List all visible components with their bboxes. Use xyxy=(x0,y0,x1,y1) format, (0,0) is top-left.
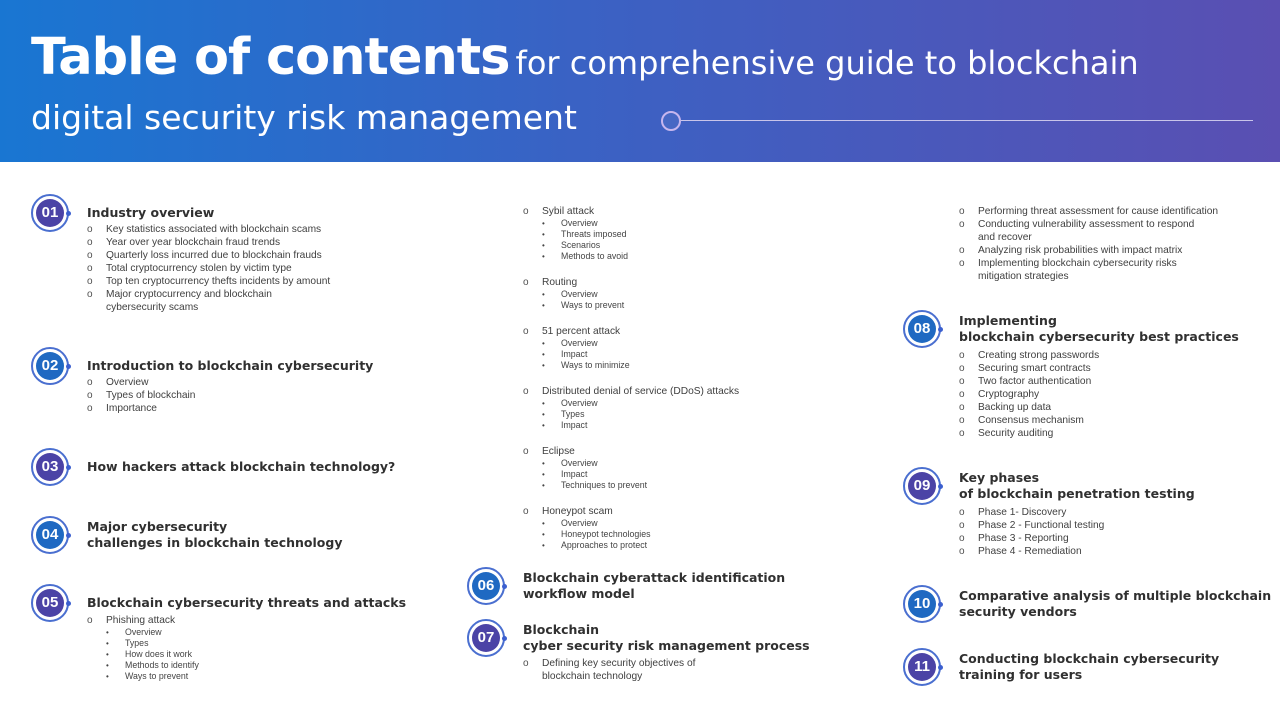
list-item-line: Major cryptocurrency and blockchain xyxy=(106,289,272,300)
sublist-item: • Overview xyxy=(542,458,739,469)
badge-number: 08 xyxy=(908,315,936,343)
badge-dot xyxy=(938,484,943,489)
sublist-item: • Methods to avoid xyxy=(542,251,739,262)
badge-dot xyxy=(66,601,71,606)
list-item: o Two factor authentication xyxy=(959,375,1099,388)
sublist-item: • Overview xyxy=(542,518,739,529)
list-item: o Security auditing xyxy=(959,427,1099,440)
sublist-item: • Threats imposed xyxy=(542,229,739,240)
decorative-line xyxy=(681,120,1253,121)
badge-number: 11 xyxy=(908,653,936,681)
section-07-title[interactable] xyxy=(523,622,810,654)
list-item-label: 51 percent attack xyxy=(542,326,621,337)
list-item-line: cybersecurity scams xyxy=(106,302,199,313)
list-item-line: Conducting vulnerability assessment to respond xyxy=(978,219,1195,230)
sublist-item: • Overview xyxy=(542,289,739,300)
badge-dot xyxy=(502,584,507,589)
section-02-title[interactable]: Introduction to blockchain cybersecurity xyxy=(87,358,374,373)
list-item xyxy=(523,325,739,371)
section-08-badge[interactable] xyxy=(903,310,941,348)
section-01-title[interactable]: Industry overview xyxy=(87,205,215,220)
list-item xyxy=(523,276,739,311)
section-11-title[interactable] xyxy=(959,651,1219,683)
section-10-badge[interactable] xyxy=(903,585,941,623)
sublist-item: • Approaches to protect xyxy=(542,540,739,551)
section-01-list xyxy=(87,223,330,314)
list-item-line: blockchain technology xyxy=(542,671,643,682)
title-line: cyber security risk management process xyxy=(523,638,810,653)
list-item xyxy=(523,657,695,683)
badge-dot xyxy=(502,636,507,641)
list-item xyxy=(959,257,1218,283)
list-item xyxy=(523,505,739,551)
sublist-item: • Impact xyxy=(542,420,739,431)
section-09-title[interactable] xyxy=(959,470,1195,502)
threats-list xyxy=(523,205,739,551)
badge-dot xyxy=(938,327,943,332)
list-item xyxy=(87,614,199,682)
badge-dot xyxy=(66,533,71,538)
list-item: o Total cryptocurrency stolen by victim type xyxy=(87,262,330,275)
risk-process-list xyxy=(959,205,1218,283)
list-item: o Cryptography xyxy=(959,388,1099,401)
section-01-badge[interactable] xyxy=(31,194,69,232)
section-08-title[interactable] xyxy=(959,313,1239,345)
section-10-title[interactable] xyxy=(959,588,1271,620)
sublist-item: • Scenarios xyxy=(542,240,739,251)
badge-dot xyxy=(938,602,943,607)
sublist xyxy=(542,458,739,491)
list-item: o Overview xyxy=(87,376,195,389)
title-line: Major cybersecurity xyxy=(87,519,228,534)
list-item-label: Distributed denial of service (DDoS) attacks xyxy=(542,386,740,397)
title-line: security vendors xyxy=(959,604,1077,619)
badge-dot xyxy=(938,665,943,670)
list-item: o Securing smart contracts xyxy=(959,362,1099,375)
header-banner xyxy=(0,0,1280,162)
list-item xyxy=(959,218,1218,244)
badge-number: 02 xyxy=(36,352,64,380)
list-item-label: Sybil attack xyxy=(542,206,595,217)
badge-number: 10 xyxy=(908,590,936,618)
list-item: o Quarterly loss incurred due to blockchain frauds xyxy=(87,249,330,262)
sublist-item: • Techniques to prevent xyxy=(542,480,739,491)
badge-number: 09 xyxy=(908,472,936,500)
sublist-item: • How does it work xyxy=(106,649,199,660)
badge-dot xyxy=(66,211,71,216)
section-11-badge[interactable] xyxy=(903,648,941,686)
list-item-label: Routing xyxy=(542,277,578,288)
sublist-item: • Methods to identify xyxy=(106,660,199,671)
decorative-circle xyxy=(661,111,681,131)
list-item xyxy=(523,385,739,431)
section-09-list xyxy=(959,506,1104,558)
badge-dot xyxy=(66,465,71,470)
title-rest: for comprehensive guide to blockchain xyxy=(515,44,1139,82)
title-line: of blockchain penetration testing xyxy=(959,486,1195,501)
page-title xyxy=(31,28,1139,87)
section-03-title[interactable]: How hackers attack blockchain technology? xyxy=(87,459,396,474)
list-item: o Performing threat assessment for cause identification xyxy=(959,205,1218,218)
section-04-badge[interactable] xyxy=(31,516,69,554)
badge-number: 01 xyxy=(36,199,64,227)
sublist-item: • Overview xyxy=(542,398,739,409)
list-item-label: Phishing attack xyxy=(106,615,176,626)
sublist-item: • Types xyxy=(106,638,199,649)
list-item-line: mitigation strategies xyxy=(978,271,1069,282)
list-item: o Consensus mechanism xyxy=(959,414,1099,427)
title-line: workflow model xyxy=(523,586,635,601)
sublist-item: • Overview xyxy=(542,218,739,229)
list-item-line: and recover xyxy=(978,232,1032,243)
section-08-list xyxy=(959,349,1099,440)
list-item: o Phase 2 - Functional testing xyxy=(959,519,1104,532)
badge-number: 03 xyxy=(36,453,64,481)
section-02-list xyxy=(87,376,195,415)
title-line: blockchain cybersecurity best practices xyxy=(959,329,1239,344)
sublist-item: • Ways to prevent xyxy=(106,671,199,682)
sublist-item: • Overview xyxy=(542,338,739,349)
title-bold: Table of contents xyxy=(31,28,510,87)
list-item-line: Defining key security objectives of xyxy=(542,658,696,669)
title-line: Comparative analysis of multiple blockchain xyxy=(959,588,1272,603)
title-line: Implementing xyxy=(959,313,1057,328)
list-item xyxy=(87,288,330,314)
section-05-badge[interactable] xyxy=(31,584,69,622)
section-02-badge[interactable] xyxy=(31,347,69,385)
badge-number: 07 xyxy=(472,624,500,652)
sublist-item: • Overview xyxy=(106,627,199,638)
badge-number: 04 xyxy=(36,521,64,549)
list-item: o Phase 3 - Reporting xyxy=(959,532,1104,545)
title-line: Blockchain cyberattack identification xyxy=(523,570,786,585)
list-item: o Importance xyxy=(87,402,195,415)
section-06-badge[interactable] xyxy=(467,567,505,605)
sublist xyxy=(542,338,739,371)
list-item: o Key statistics associated with blockchain scams xyxy=(87,223,330,236)
section-07-list xyxy=(523,657,695,683)
sublist xyxy=(106,627,199,682)
badge-number: 06 xyxy=(472,572,500,600)
sublist-item: • Impact xyxy=(542,349,739,360)
title-line: challenges in blockchain technology xyxy=(87,535,343,550)
title-line: Conducting blockchain cybersecurity xyxy=(959,651,1220,666)
sublist-item: • Ways to minimize xyxy=(542,360,739,371)
list-item-label: Eclipse xyxy=(542,446,575,457)
list-item: o Types of blockchain xyxy=(87,389,195,402)
list-item: o Phase 1- Discovery xyxy=(959,506,1104,519)
list-item: o Top ten cryptocurrency thefts incidents by amount xyxy=(87,275,330,288)
list-item: o Backing up data xyxy=(959,401,1099,414)
badge-number: 05 xyxy=(36,589,64,617)
list-item: o Creating strong passwords xyxy=(959,349,1099,362)
list-item-line: Implementing blockchain cybersecurity risks xyxy=(978,258,1177,269)
sublist xyxy=(542,218,739,262)
section-05-title[interactable]: Blockchain cybersecurity threats and attacks xyxy=(87,595,407,610)
sublist-item: • Ways to prevent xyxy=(542,300,739,311)
sublist-item: • Types xyxy=(542,409,739,420)
list-item xyxy=(523,445,739,491)
title-line: Key phases xyxy=(959,470,1040,485)
section-05-list xyxy=(87,614,199,682)
list-item: o Year over year blockchain fraud trends xyxy=(87,236,330,249)
sublist-item: • Impact xyxy=(542,469,739,480)
sublist xyxy=(542,398,739,431)
section-07-badge[interactable] xyxy=(467,619,505,657)
list-item: o Analyzing risk probabilities with impact matrix xyxy=(959,244,1218,257)
title-line2: digital security risk management xyxy=(31,98,577,137)
sublist-item: • Honeypot technologies xyxy=(542,529,739,540)
section-09-badge[interactable] xyxy=(903,467,941,505)
title-line: training for users xyxy=(959,667,1083,682)
sublist xyxy=(542,518,739,551)
section-06-title[interactable] xyxy=(523,570,785,602)
section-04-title[interactable] xyxy=(87,519,342,551)
section-03-badge[interactable] xyxy=(31,448,69,486)
list-item: o Phase 4 - Remediation xyxy=(959,545,1104,558)
sublist xyxy=(542,289,739,311)
badge-dot xyxy=(66,364,71,369)
title-line: Blockchain xyxy=(523,622,600,637)
list-item-label: Honeypot scam xyxy=(542,506,613,517)
list-item xyxy=(523,205,739,262)
